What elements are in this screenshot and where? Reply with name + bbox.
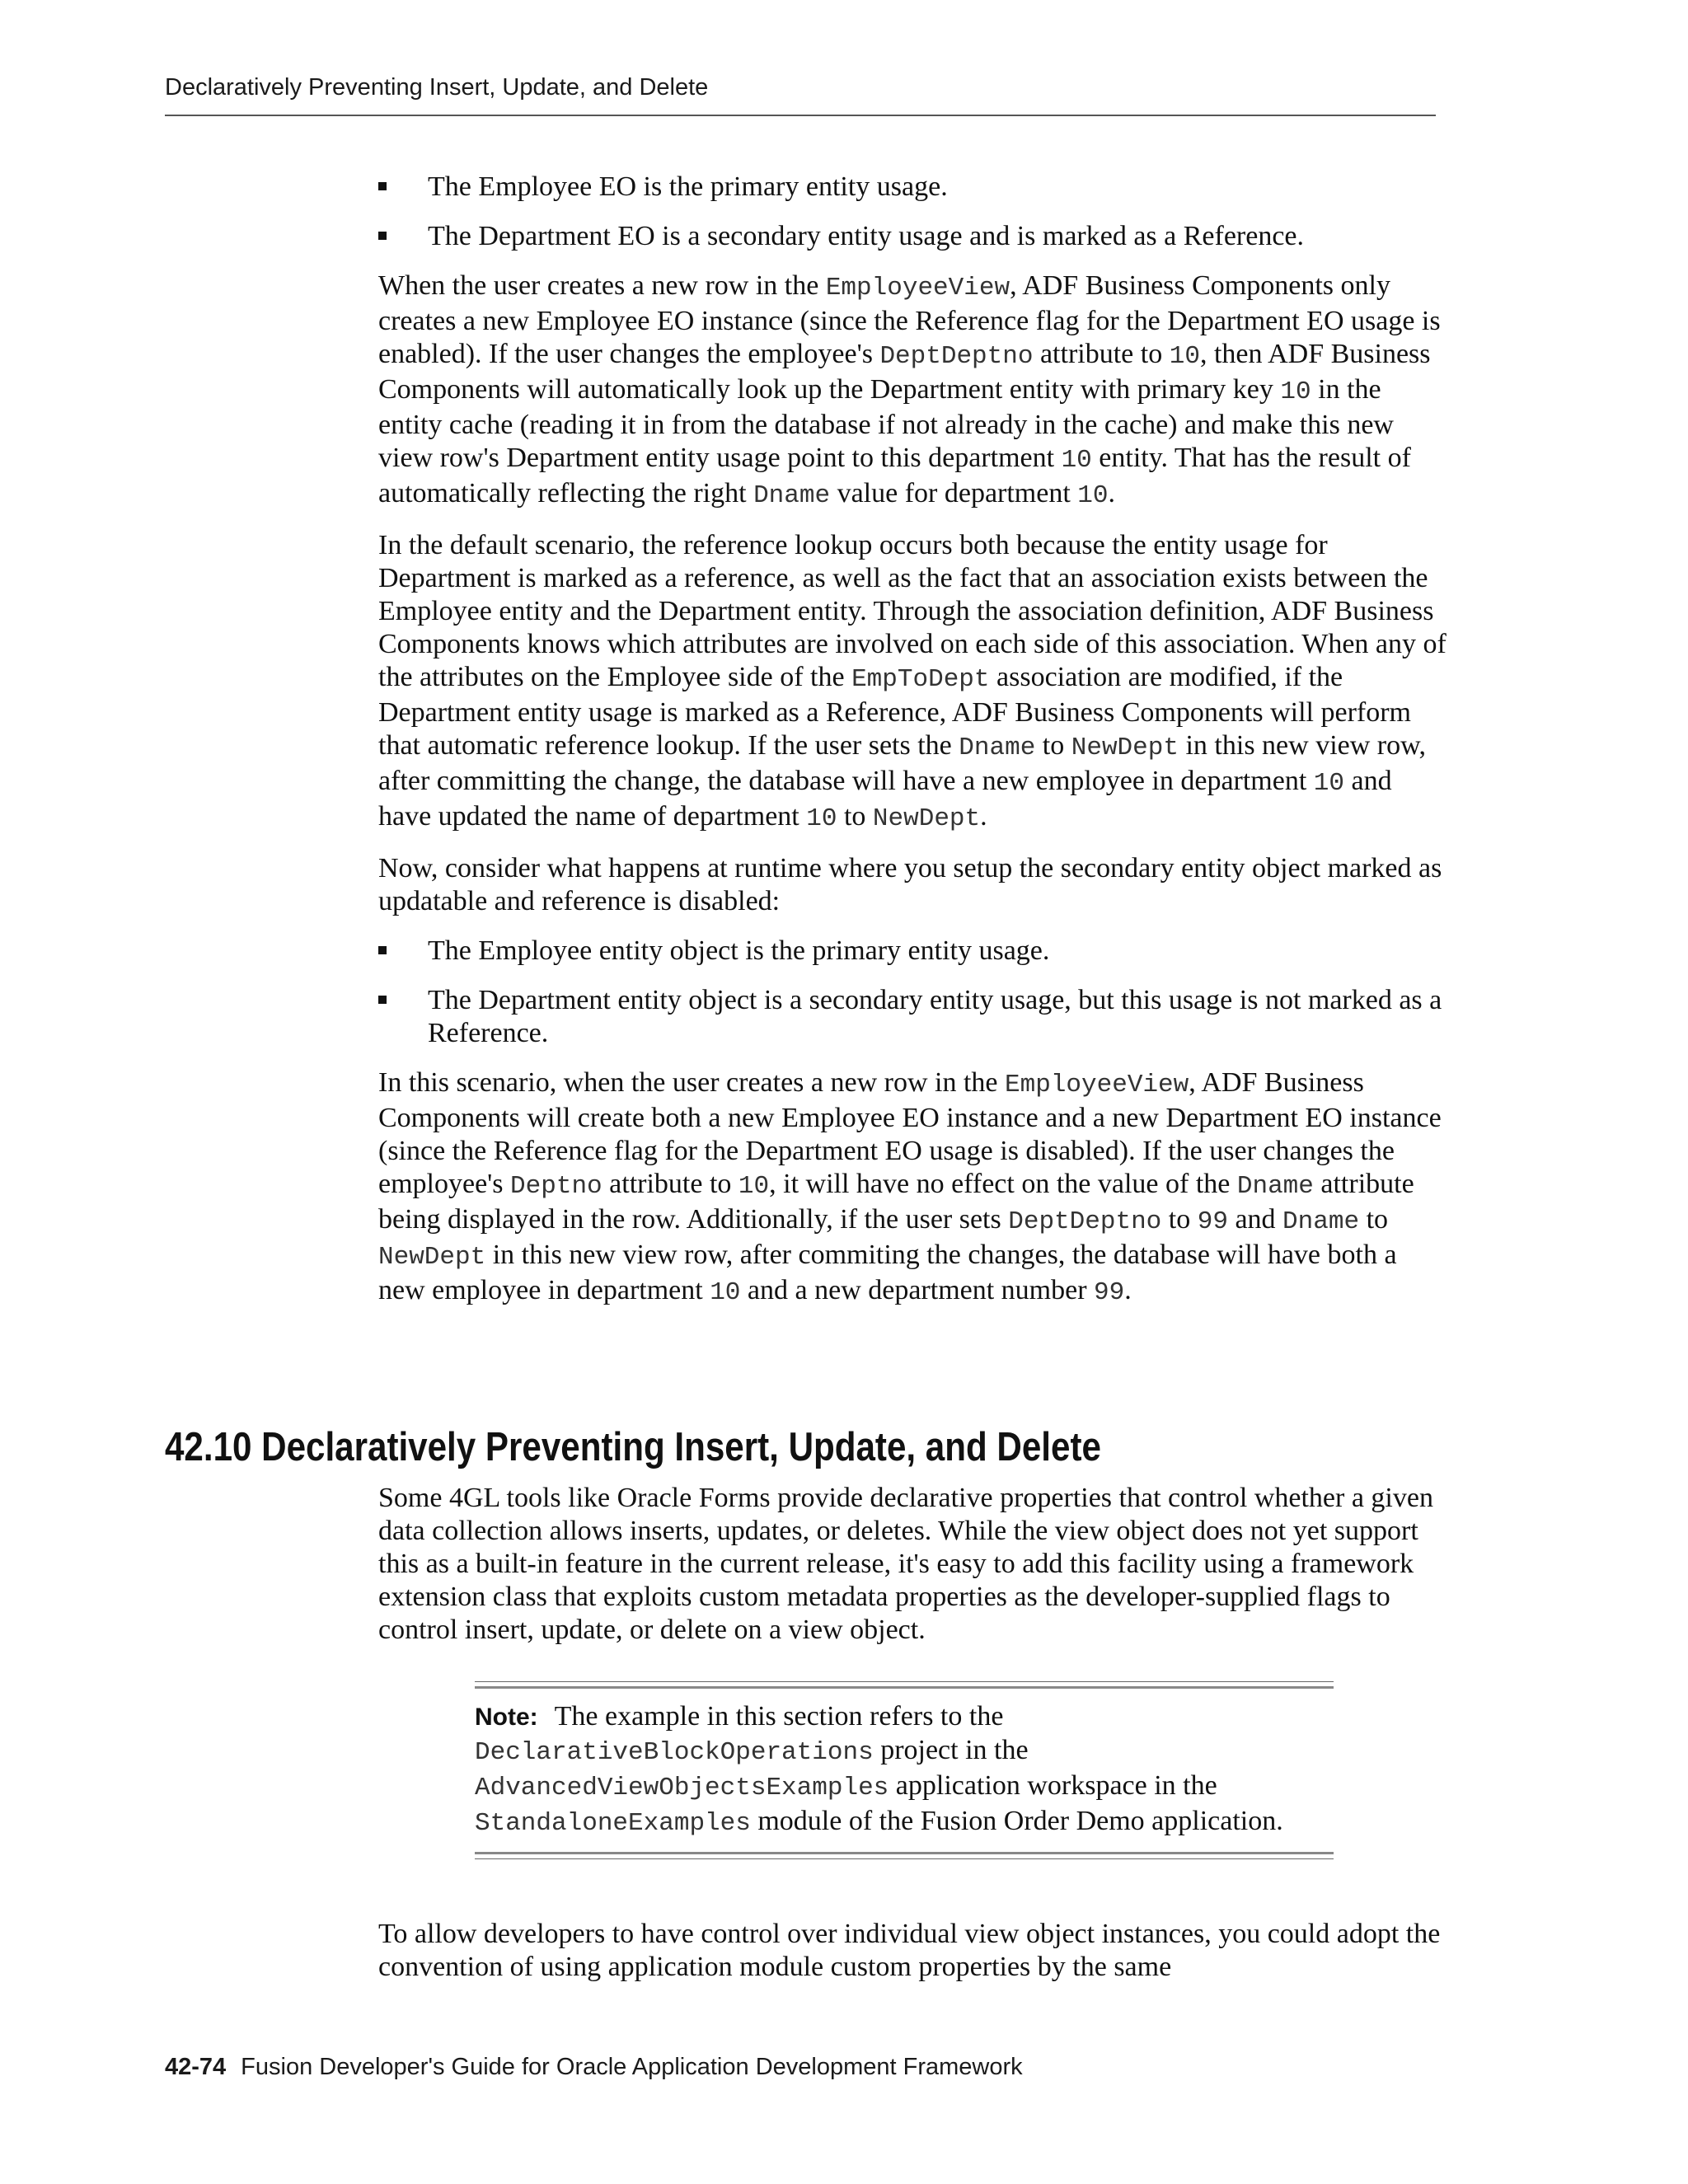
square-bullet-icon [378, 996, 387, 1004]
square-bullet-icon [378, 182, 387, 190]
note-label: Note: [475, 1704, 538, 1731]
section-heading: 42.10 Declaratively Preventing Insert, Update, and Delete [165, 1425, 1101, 1469]
note-text: Note: The example in this section refers to the DeclarativeBlockOperations project in the AdvancedViewObjectsExamples application workspace in the StandaloneExamples module of the Fusion Order Demo application. [475, 1701, 1283, 1838]
page-number: 42-74 [165, 2054, 227, 2080]
paragraph-default-scenario: In the default scenario, the reference lookup occurs both because the entity usage for Department is marked as a reference, as well as the fact that an association exists between the Employee entity and the Department entity. Through the association definition, ADF Business Components knows which attributes are involved on each side of this association. When any of the attributes on the Employee side of the EmpToDept association are modified, if the Department entity usage is marked as a Reference, ADF Business Components will perform that automatic reference lookup. If the user sets the Dname to NewDept in this new view row, after committing the change, the database will have a new employee in department 10 and have updated the name of department 10 to NewDept. [378, 530, 1447, 833]
list-item: The Employee entity object is the primary entity usage. [378, 935, 1450, 968]
paragraph-disabled-scenario: In this scenario, when the user creates a new row in the EmployeeView, ADF Business Components will create both a new Employee EO instance and a new Department EO instance (since the Reference flag for the Department EO usage is disabled). If the user changes the employee's Deptno attribute to 10, it will have no effect on the value of the Dname attribute being displayed in the row. Additionally, if the user sets DeptDeptno to 99 and Dname to NewDept in this new view row, after commiting the changes, the database will have both a new employee in department 10 and a new department number 99. [378, 1067, 1442, 1307]
page-footer [165, 2054, 1023, 2081]
square-bullet-icon [378, 232, 387, 240]
section-intro-paragraph: Some 4GL tools like Oracle Forms provide declarative properties that control whether a given data collection allows inserts, updates, or deletes. While the view object does not yet support this as a built-in feature in the current release, it's easy to add this facility using a framework extension class that exploits custom metadata properties as the developer-supplied flags to control insert, update, or delete on a view object. [378, 1483, 1433, 1645]
bullet-list-reference-enabled [378, 171, 1450, 253]
note-bottom-rule [475, 1858, 1334, 1859]
paragraph-custom-properties: To allow developers to have control over individual view object instances, you could adopt the convention of using application module custom properties by the same [378, 1919, 1441, 1982]
header-divider [165, 115, 1436, 116]
running-header: Declaratively Preventing Insert, Update, and Delete [165, 74, 709, 101]
square-bullet-icon [378, 946, 387, 954]
paragraph-runtime-intro: Now, consider what happens at runtime where you setup the secondary entity object marked as updatable and reference is disabled: [378, 853, 1442, 916]
note-box [475, 1681, 1334, 1859]
list-item: The Department entity object is a secondary entity usage, but this usage is not marked as a Reference. [378, 984, 1450, 1050]
book-title: Fusion Developer's Guide for Oracle Application Development Framework [241, 2054, 1023, 2080]
main-content [378, 171, 1450, 1326]
paragraph-reference-behavior: When the user creates a new row in the EmployeeView, ADF Business Components only creates a new Employee EO instance (since the Reference flag for the Department EO usage is enabled). If the user changes the employee's DeptDeptno attribute to 10, then ADF Business Components will automatically look up the Department entity with primary key 10 in the entity cache (reading it in from the database if not already in the cache) and make this new view row's Department entity usage point to this department 10 entity. That has the result of automatically reflecting the right Dname value for department 10. [378, 270, 1441, 510]
list-item: The Department EO is a secondary entity usage and is marked as a Reference. [378, 220, 1450, 253]
bullet-list-reference-disabled [378, 935, 1450, 1050]
list-item: The Employee EO is the primary entity usage. [378, 171, 1450, 204]
